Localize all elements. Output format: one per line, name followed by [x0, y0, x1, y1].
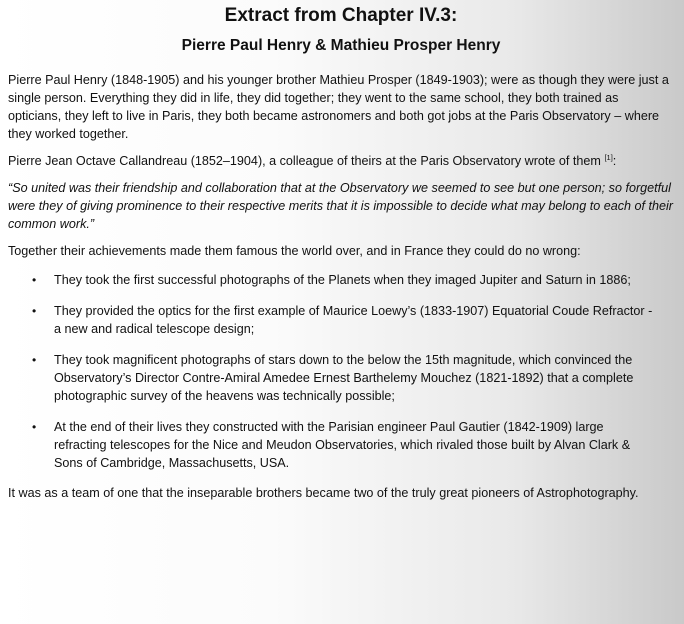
colleague-paragraph: [8, 152, 674, 170]
bullet-icon: •: [32, 353, 37, 367]
list-item-text: They took magnificent photographs of stars down to the below the 15th magnitude, which convinced the Observatory’s Director Contre-Amiral Amedee Ernest Barthelemy Mouchez (1821-1892) that a complete photographic survey of the heavens was technically possible;: [54, 353, 634, 403]
closing-paragraph: It was as a team of one that the inseparable brothers became two of the truly great pioneers of Astrophotography.: [8, 486, 639, 500]
list-item-text: They provided the optics for the first example of Maurice Loewy’s (1833-1907) Equatorial Coude Refractor - a new and radical telescope design;: [54, 304, 653, 336]
list-item-text: At the end of their lives they constructed with the Parisian engineer Paul Gautier (1842-1909) large refracting telescopes for the Nice and Meudon Observatories, which rivaled those built by Alvan Clark & Sons of Cambridge, Massachusetts, USA.: [54, 420, 631, 470]
intro-paragraph: Pierre Paul Henry (1848-1905) and his younger brother Mathieu Prosper (1849-1903); were as though they were just a single person. Everything they did in life, they did together; they went to the same school, they both trained as opticians, they left to live in Paris, they both became astronomers and both got jobs at the Paris Observatory – where they worked together.: [8, 73, 669, 141]
colleague-text: Pierre Jean Octave Callandreau (1852–1904), a colleague of theirs at the Paris Observatory wrote of them: [8, 154, 601, 168]
list-item-text: They took the first successful photographs of the Planets when they imaged Jupiter and Saturn in 1886;: [54, 273, 631, 287]
bullet-icon: •: [32, 273, 37, 287]
section-subtitle: Pierre Paul Henry & Mathieu Prosper Henry: [181, 37, 501, 54]
callandreau-quote: “So united was their friendship and collaboration that at the Observatory we seemed to see but one person; so forgetful were they of giving prominence to their respective merits that it is impossible to decide what may belong to each of their common work.”: [8, 181, 674, 231]
bullet-icon: •: [32, 420, 37, 434]
footnote-reference[interactable]: [1]: [604, 152, 613, 162]
colleague-text-end: :: [612, 154, 617, 168]
list-item: [8, 302, 674, 338]
achievements-list: [8, 271, 674, 472]
list-item: [8, 418, 674, 472]
list-item: [8, 271, 674, 289]
achievements-intro-paragraph: Together their achievements made them famous the world over, and in France they could do no wrong:: [8, 244, 581, 258]
chapter-title: Extract from Chapter IV.3:: [224, 5, 458, 26]
bullet-icon: •: [32, 304, 37, 318]
list-item: [8, 351, 674, 405]
